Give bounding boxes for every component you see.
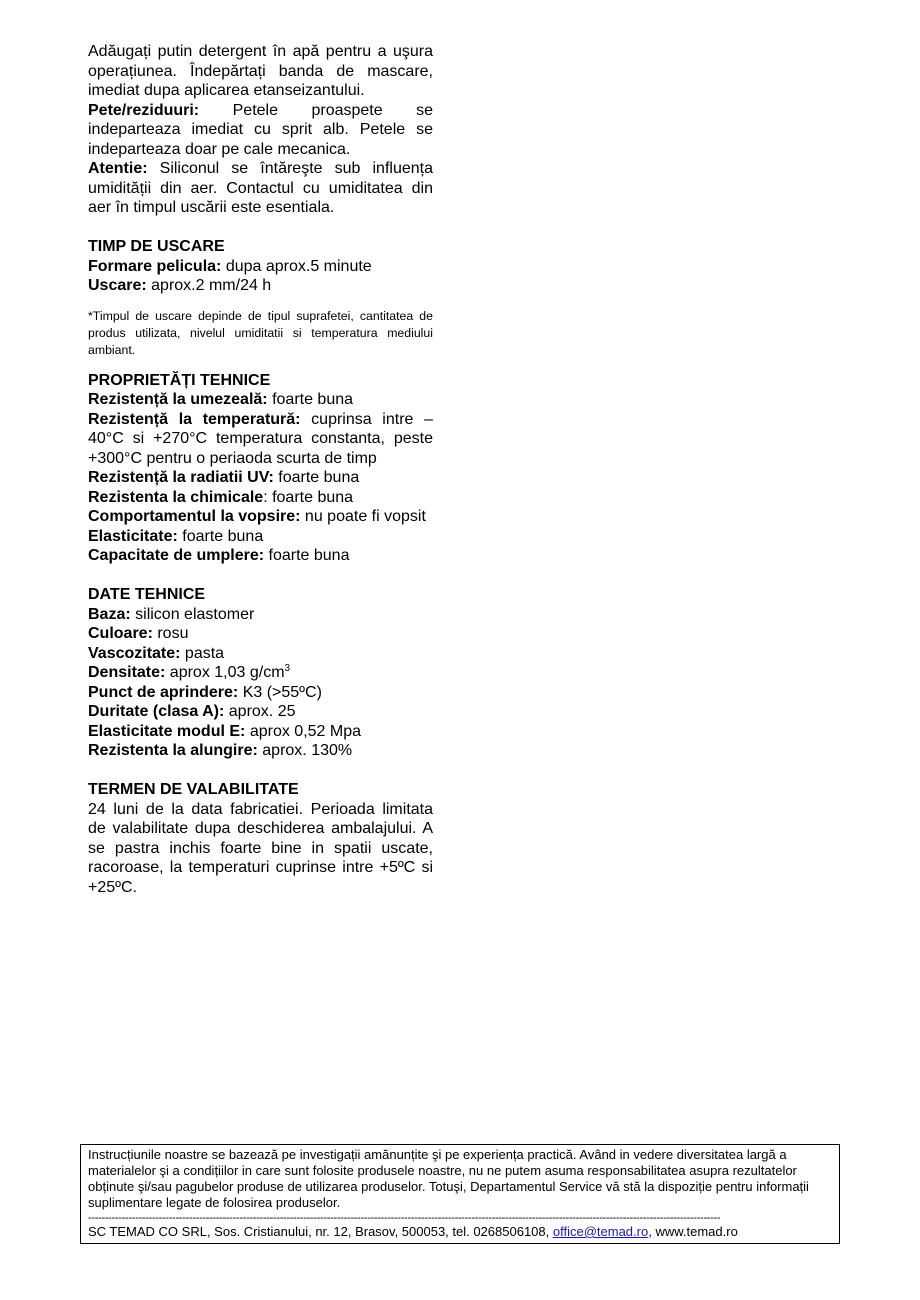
date-row-value: aprox. 130% [257, 742, 353, 759]
date-heading: DATE TEHNICE [88, 586, 206, 603]
termen-text: 24 luni de la data fabricatiei. Perioada limitata de valabilitate dupa deschiderea ambalajului. A se pastra inchis foarte bine in spatii uscate, racoroase, la temperaturi cuprinse intre +5ºC si +25ºC. [88, 800, 433, 896]
proprietati-row-label: Rezistență la radiatii UV: [88, 469, 274, 486]
superscript: 3 [284, 663, 291, 674]
proprietati-row [88, 527, 433, 547]
proprietati-row-label: Capacitate de umplere: [88, 547, 265, 564]
timp-note: *Timpul de uscare depinde de tipul suprafetei, cantitatea de produs utilizata, nivelul umiditatii si temperatura mediului ambiant. [88, 308, 433, 357]
timp-row [88, 257, 433, 277]
pete-text: Petele proaspete se indeparteaza imediat cu sprit alb. Petele se indeparteaza doar pe cale mecanica. [88, 101, 433, 158]
date-row-label: Punct de aprindere: [88, 683, 239, 701]
footer-company [88, 1224, 832, 1240]
website-text: www.temad.ro [655, 1224, 738, 1239]
proprietati-row-value: foarte buna [264, 547, 350, 564]
date-row [88, 663, 433, 683]
atentie-paragraph [88, 159, 433, 218]
proprietati-row-label: Elasticitate: [88, 527, 178, 545]
date-row-label: Baza: [88, 605, 131, 623]
proprietati-row [88, 488, 433, 508]
date-row [88, 683, 433, 703]
date-row-label: Vascozitate: [88, 644, 181, 662]
date-row [88, 722, 433, 742]
proprietati-row [88, 410, 433, 469]
proprietati-row-value: foarte buna [273, 469, 360, 486]
date-row [88, 741, 433, 761]
footer-box [80, 1144, 840, 1244]
date-row-label: Densitate: [88, 664, 166, 681]
timp-row-value: dupa aprox.5 minute [221, 257, 372, 275]
email-link[interactable]: office@temad.ro [552, 1224, 649, 1239]
proprietati-row-value: foarte buna [177, 527, 264, 545]
timp-row [88, 276, 433, 296]
date-row [88, 624, 433, 644]
termen-heading: TERMEN DE VALABILITATE [88, 781, 299, 798]
proprietati-row-value: nu poate fi vopsit [300, 508, 426, 525]
footer-disclaimer: Instrucțiunile noastre se bazează pe investigații amănunțite şi pe experiența practică. Având in vedere diversitatea largă a materialelor şi a condițiilor in care sunt folosite produsele noastre, nu ne putem asuma responsabilitatea asupra rezultatelor obținute şi/sau pagubelor produse de utilizarea produselor. Totuşi, Departamentul Service vă stă la dispoziție pentru informații suplimentare legate de folosirea produselor. [88, 1147, 809, 1210]
separator: , [648, 1224, 656, 1239]
date-row-label: Elasticitate modul E: [88, 722, 246, 740]
proprietati-row-label: Rezistență la temperatură: [88, 410, 301, 428]
date-row-value: silicon elastomer [130, 605, 255, 623]
date-row-label: Culoare: [88, 625, 153, 642]
footer-divider: -------------------------------------------------------------------------------------------------------------------------------------------------------------------------------------------- [88, 1212, 721, 1224]
pete-paragraph [88, 101, 433, 160]
timp-heading: TIMP DE USCARE [88, 238, 225, 255]
proprietati-row [88, 390, 433, 410]
date-row [88, 605, 433, 625]
date-row-value: pasta [180, 644, 225, 662]
proprietati-row-value: cuprinsa intre –40°C si +270°C temperatura constanta, peste +300°C pentru o periaoda scurta de timp [88, 410, 433, 467]
pete-label: Pete/reziduuri: [88, 101, 200, 119]
date-row-value: aprox. 25 [224, 703, 296, 720]
date-row [88, 702, 433, 722]
proprietati-row-label: Rezistenta la chimicale [88, 488, 264, 506]
timp-row-label: Uscare: [88, 277, 147, 294]
proprietati-row [88, 468, 433, 488]
proprietati-row [88, 546, 433, 566]
date-row-value: aprox 0,52 Mpa [245, 722, 361, 740]
intro-paragraph: Adăugați putin detergent în apă pentru a uşura operațiunea. Îndepărtați banda de mascare, imediat dupa aplicarea etanseizantului. [88, 43, 433, 99]
atentie-text: Siliconul se întăreşte sub influența umidității din aer. Contactul cu umiditatea din aer în timpul uscării este esentiala. [88, 160, 433, 216]
date-row [88, 644, 433, 664]
proprietati-row-value: foarte buna [267, 391, 354, 408]
timp-row-label: Formare pelicula: [88, 257, 222, 275]
date-row-value: aprox 1,03 g/cm [165, 664, 285, 681]
timp-row-value: aprox.2 mm/24 h [146, 277, 272, 294]
atentie-label: Atentie: [88, 160, 148, 177]
proprietati-row-label: Comportamentul la vopsire: [88, 508, 301, 525]
date-row-value: rosu [152, 625, 189, 642]
proprietati-row [88, 507, 433, 527]
document-column [88, 42, 433, 897]
proprietati-row-label: Rezistență la umezeală: [88, 391, 268, 408]
date-row-label: Rezistenta la alungire: [88, 742, 258, 759]
date-row-label: Duritate (clasa A): [88, 703, 225, 720]
company-info: SC TEMAD CO SRL, Sos. Cristianului, nr. 12, Brasov, 500053, tel. 0268506108, [88, 1224, 553, 1239]
proprietati-row-value: : foarte buna [263, 488, 354, 506]
date-row-value: K3 (>55ºC) [238, 683, 322, 701]
proprietati-heading: PROPRIETĂȚI TEHNICE [88, 371, 271, 389]
